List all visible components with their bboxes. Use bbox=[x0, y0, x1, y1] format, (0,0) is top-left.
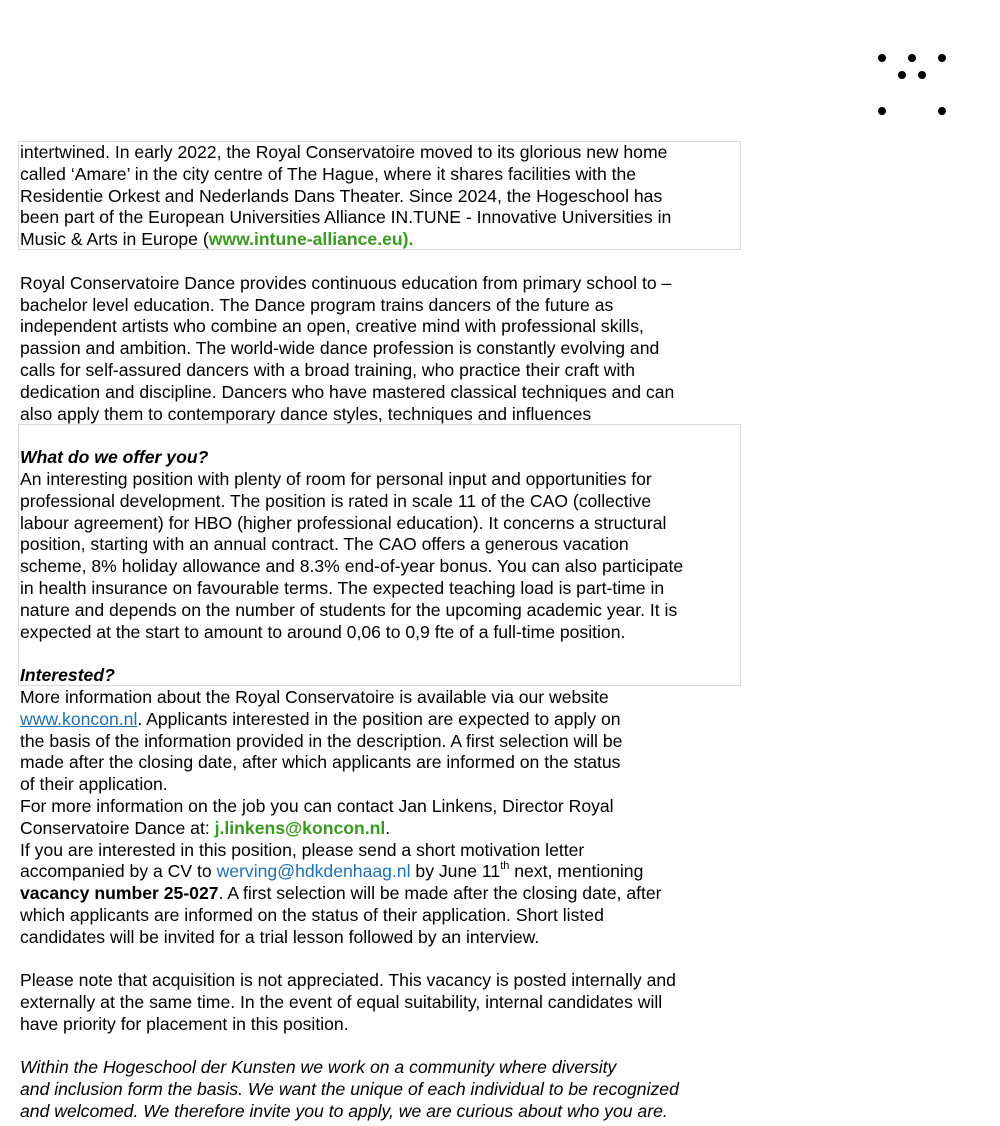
body-line: candidates will be invited for a trial lesson followed by an interview. bbox=[20, 926, 540, 947]
body-line bbox=[20, 883, 750, 905]
body-text: accompanied by a CV to bbox=[20, 861, 217, 882]
body-line: professional development. The position is rated in scale 11 of the CAO (collective bbox=[20, 490, 652, 511]
interested-heading: Interested? bbox=[20, 665, 115, 686]
body-line: externally at the same time. In the event of equal suitability, internal candidates will bbox=[20, 992, 663, 1013]
apply-email-link[interactable]: werving@hdkdenhaag.nl bbox=[216, 861, 411, 882]
superscript: th bbox=[500, 860, 510, 873]
body-line: An interesting position with plenty of room for personal input and opportunities for bbox=[20, 468, 652, 489]
body-line: the basis of the information provided in the description. A first selection will be bbox=[20, 730, 623, 751]
body-line bbox=[20, 709, 750, 731]
body-line: of their application. bbox=[20, 774, 168, 795]
body-line: intertwined. In early 2022, the Royal Conservatoire moved to its glorious new home bbox=[20, 142, 668, 162]
body-line: calls for self-assured dancers with a broad training, who practice their craft with bbox=[20, 359, 636, 380]
body-line: also apply them to contemporary dance styles, techniques and influences bbox=[20, 403, 592, 424]
body-text: Music & Arts in Europe ( bbox=[20, 229, 209, 250]
body-line: expected at the start to amount to around 0,06 to 0,9 fte of a full-time position. bbox=[20, 621, 626, 642]
dots-logo bbox=[870, 50, 954, 120]
body-text: next, mentioning bbox=[509, 861, 644, 882]
body-line: nature and depends on the number of students for the upcoming academic year. It is bbox=[20, 599, 678, 620]
body-line: dedication and discipline. Dancers who have mastered classical techniques and can bbox=[20, 381, 675, 402]
body-text: Conservatoire Dance at: bbox=[20, 817, 215, 838]
body-line bbox=[20, 229, 750, 251]
offer-heading: What do we offer you? bbox=[20, 447, 209, 468]
body-line: Royal Conservatoire Dance provides continuous education from primary school to – bbox=[20, 272, 672, 293]
vacancy-number: vacancy number 25-027 bbox=[20, 883, 219, 904]
diversity-line: Within the Hogeschool der Kunsten we work on a community where diversity bbox=[20, 1057, 617, 1078]
body-line: in health insurance on favourable terms. The expected teaching load is part-time in bbox=[20, 577, 665, 598]
body-line: independent artists who combine an open, creative mind with professional skills, bbox=[20, 316, 644, 337]
body-line: More information about the Royal Conservatoire is available via our website bbox=[20, 686, 609, 707]
body-line: labour agreement) for HBO (higher professional education). It concerns a structural bbox=[20, 512, 667, 533]
body-line bbox=[20, 818, 750, 840]
body-line: which applicants are informed on the status of their application. Short listed bbox=[20, 904, 604, 925]
body-line: bachelor level education. The Dance program trains dancers of the future as bbox=[20, 294, 614, 315]
diversity-line: and inclusion form the basis. We want the unique of each individual to be recognized bbox=[20, 1079, 679, 1100]
body-line: called ‘Amare’ in the city centre of The Hague, where it shares facilities with the bbox=[20, 163, 637, 184]
diversity-line: and welcomed. We therefore invite you to apply, we are curious about who you are. bbox=[20, 1101, 668, 1122]
koncon-link[interactable]: www.koncon.nl bbox=[20, 708, 138, 729]
body-text: by June 11 bbox=[410, 861, 501, 882]
contact-email-link[interactable]: j.linkens@koncon.nl bbox=[214, 817, 386, 838]
body-line: passion and ambition. The world-wide dance profession is constantly evolving and bbox=[20, 338, 660, 359]
body-text: . A first selection will be made after the closing date, after bbox=[218, 883, 662, 904]
body-text: . bbox=[385, 817, 391, 838]
body-line: Residentie Orkest and Nederlands Dans Theater. Since 2024, the Hogeschool has bbox=[20, 185, 663, 206]
body-line: For more information on the job you can contact Jan Linkens, Director Royal bbox=[20, 795, 614, 816]
body-line bbox=[20, 861, 750, 883]
body-line: position, starting with an annual contract. The CAO offers a generous vacation bbox=[20, 534, 629, 555]
body-line: have priority for placement in this position. bbox=[20, 1013, 349, 1034]
intune-link[interactable]: www.intune-alliance.eu). bbox=[208, 229, 414, 250]
document-body bbox=[20, 142, 750, 1123]
body-line: If you are interested in this position, please send a short motivation letter bbox=[20, 839, 585, 860]
body-text: . Applicants interested in the position are expected to apply on bbox=[137, 708, 621, 729]
body-line: Please note that acquisition is not appreciated. This vacancy is posted internally and bbox=[20, 970, 676, 991]
body-line: made after the closing date, after which applicants are informed on the status bbox=[20, 752, 621, 773]
body-line: scheme, 8% holiday allowance and 8.3% end-of-year bonus. You can also participate bbox=[20, 556, 684, 577]
body-line: been part of the European Universities Alliance IN.TUNE - Innovative Universities in bbox=[20, 207, 672, 228]
